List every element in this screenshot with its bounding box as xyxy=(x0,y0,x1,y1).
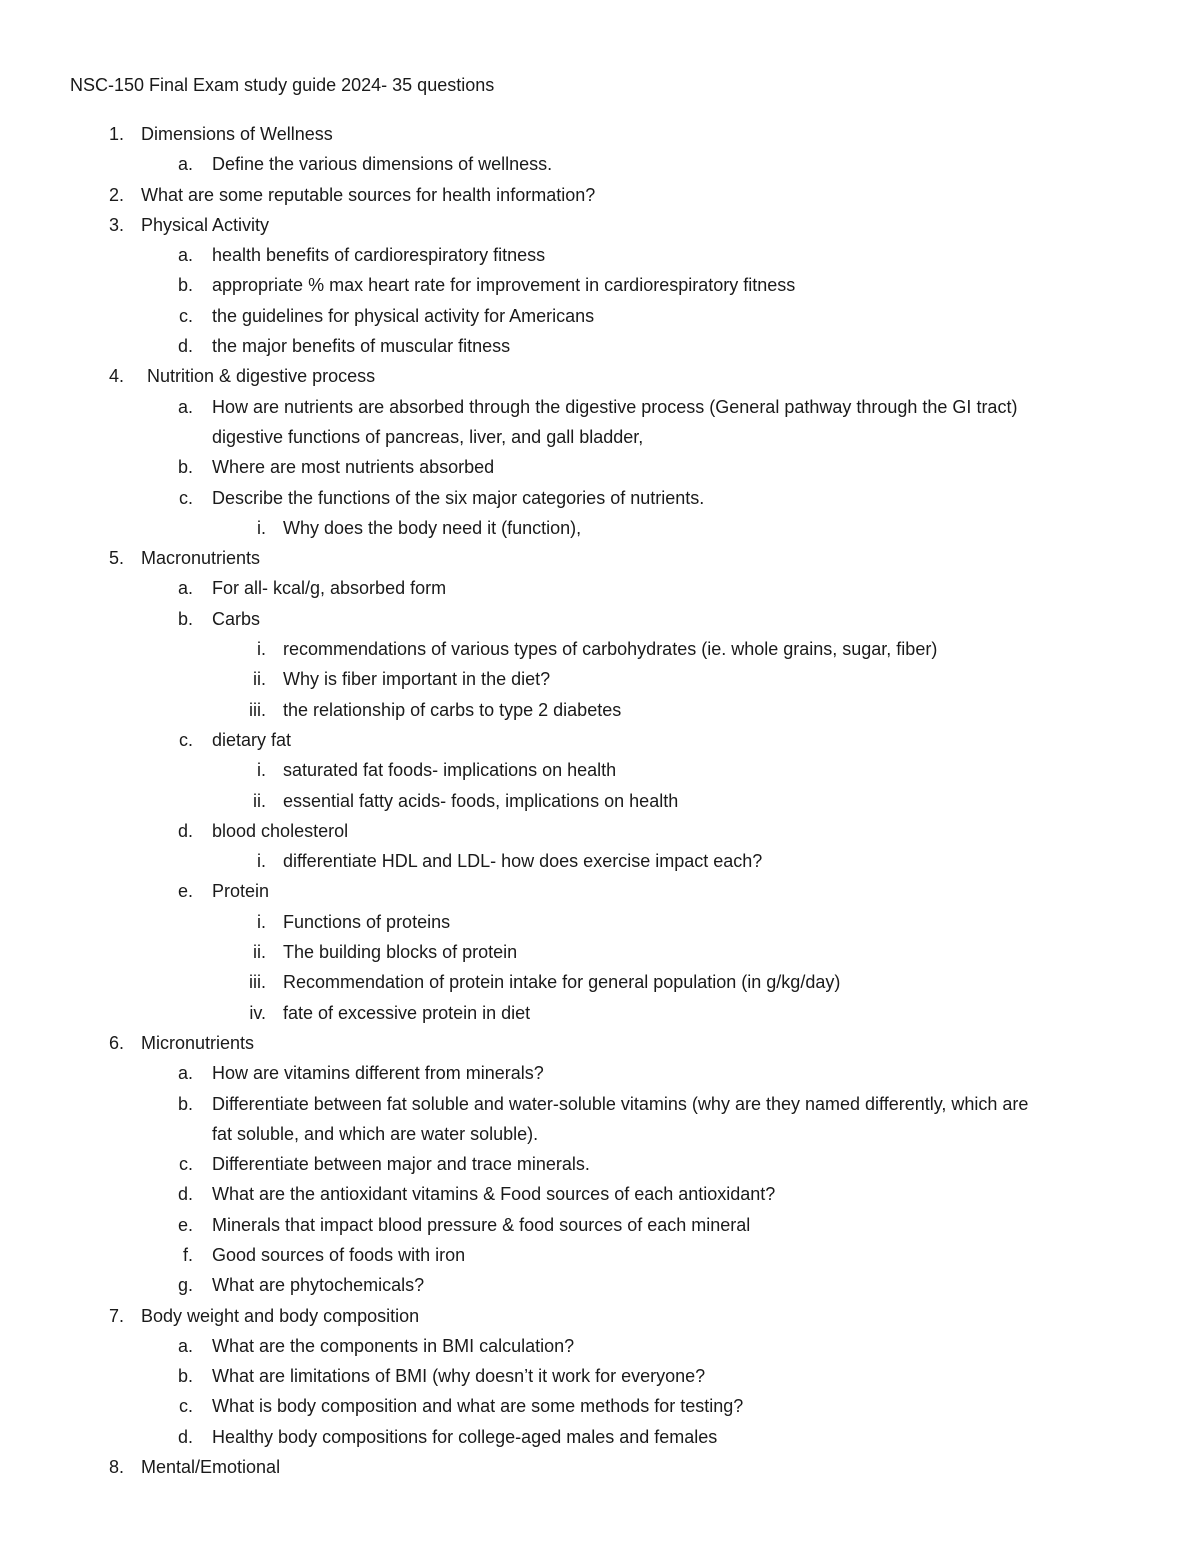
list-item xyxy=(0,1425,1200,1455)
list-item xyxy=(0,395,1200,425)
list-marker: g. xyxy=(177,1275,193,1296)
list-item xyxy=(0,1334,1200,1364)
list-item xyxy=(0,1304,1200,1334)
list-item xyxy=(0,122,1200,152)
list-item-text: Healthy body compositions for college-aged males and females xyxy=(212,1426,718,1447)
list-marker: a. xyxy=(177,578,193,599)
list-item-text: differentiate HDL and LDL- how does exercise impact each? xyxy=(283,851,763,872)
list-marker: ii. xyxy=(253,790,266,811)
list-item xyxy=(0,1152,1200,1182)
list-item xyxy=(0,213,1200,243)
list-marker: d. xyxy=(177,1184,193,1205)
list-item xyxy=(0,1213,1200,1243)
list-item-text: recommendations of various types of carbohydrates (ie. whole grains, sugar, fiber) xyxy=(283,639,938,660)
list-item-text: What are limitations of BMI (why doesn’t it work for everyone? xyxy=(212,1366,706,1387)
list-marker: 1. xyxy=(108,124,124,144)
list-item-continuation xyxy=(0,425,1200,455)
list-item xyxy=(0,486,1200,516)
list-item-text: Mental/Emotional xyxy=(141,1457,281,1478)
list-marker: d. xyxy=(177,336,193,357)
list-item xyxy=(0,1092,1200,1122)
list-item-text: saturated fat foods- implications on health xyxy=(283,760,617,781)
list-item-text: Why does the body need it (function), xyxy=(283,517,582,538)
list-marker: i. xyxy=(257,760,266,781)
list-item-text: Body weight and body composition xyxy=(141,1305,420,1326)
list-item-text: How are nutrients are absorbed through the digestive process (General pathway through the GI tract) xyxy=(212,396,1018,417)
list-marker: i. xyxy=(257,851,266,872)
list-item xyxy=(0,698,1200,728)
list-marker: b. xyxy=(177,1366,193,1387)
list-marker: b. xyxy=(177,608,193,629)
list-item xyxy=(0,789,1200,819)
list-item xyxy=(0,637,1200,667)
list-item xyxy=(0,819,1200,849)
list-item-text: What are the components in BMI calculation? xyxy=(212,1335,575,1356)
list-item xyxy=(0,1273,1200,1303)
list-item-text: Define the various dimensions of wellness. xyxy=(212,154,553,175)
list-item-text: fate of excessive protein in diet xyxy=(283,1002,531,1023)
list-item xyxy=(0,516,1200,546)
list-marker: a. xyxy=(177,154,193,175)
list-item xyxy=(0,1455,1200,1485)
list-item-text: fat soluble, and which are water soluble). xyxy=(212,1123,539,1144)
list-item-text: What are some reputable sources for health information? xyxy=(141,184,596,205)
list-item xyxy=(0,1394,1200,1424)
list-item-text: The building blocks of protein xyxy=(283,942,518,963)
list-marker: f. xyxy=(182,1244,193,1265)
list-item-text: Dimensions of Wellness xyxy=(141,124,333,144)
list-item xyxy=(0,304,1200,334)
list-marker: i. xyxy=(257,517,266,538)
list-item xyxy=(0,546,1200,576)
list-marker: 4. xyxy=(108,366,124,387)
list-marker: a. xyxy=(177,396,193,417)
list-marker: b. xyxy=(177,275,193,296)
list-marker: iii. xyxy=(249,972,266,993)
list-item-text: Minerals that impact blood pressure & food sources of each mineral xyxy=(212,1214,751,1235)
list-item xyxy=(0,970,1200,1000)
list-marker: a. xyxy=(177,245,193,266)
list-item-text: Macronutrients xyxy=(141,548,261,569)
list-item-text: dietary fat xyxy=(212,729,292,750)
list-item xyxy=(0,879,1200,909)
list-item-text: Differentiate between fat soluble and water-soluble vitamins (why are they named differently, which are xyxy=(212,1093,1029,1114)
list-item-continuation xyxy=(0,1122,1200,1152)
list-item-text: Differentiate between major and trace minerals. xyxy=(212,1154,590,1175)
list-item-text: the major benefits of muscular fitness xyxy=(212,336,511,357)
list-item xyxy=(0,667,1200,697)
list-marker: 2. xyxy=(108,184,124,205)
list-marker: ii. xyxy=(253,942,266,963)
list-marker: 5. xyxy=(108,548,124,569)
list-item-text: Recommendation of protein intake for general population (in g/kg/day) xyxy=(283,972,841,993)
list-item xyxy=(0,243,1200,273)
list-marker: c. xyxy=(178,1154,193,1175)
list-item xyxy=(0,364,1200,394)
list-item xyxy=(0,910,1200,940)
list-item xyxy=(0,334,1200,364)
list-marker: c. xyxy=(178,305,193,326)
document-title: NSC-150 Final Exam study guide 2024- 35 questions xyxy=(70,75,495,95)
list-marker: 8. xyxy=(108,1457,124,1478)
list-item-text: the guidelines for physical activity for Americans xyxy=(212,305,595,326)
list-item xyxy=(0,183,1200,213)
list-item-text: Physical Activity xyxy=(141,214,270,235)
list-item xyxy=(0,273,1200,303)
list-item-text: Why is fiber important in the diet? xyxy=(283,669,551,690)
list-marker: b. xyxy=(177,1093,193,1114)
list-marker: a. xyxy=(177,1063,193,1084)
list-item-text: What are phytochemicals? xyxy=(212,1275,425,1296)
list-item-text: essential fatty acids- foods, implications on health xyxy=(283,790,679,811)
list-marker: i. xyxy=(257,911,266,932)
list-item-text: blood cholesterol xyxy=(212,820,349,841)
list-item xyxy=(0,758,1200,788)
list-item xyxy=(0,607,1200,637)
list-marker: b. xyxy=(177,457,193,478)
list-marker: i. xyxy=(257,639,266,660)
list-marker: c. xyxy=(178,729,193,750)
list-item-text: What is body composition and what are some methods for testing? xyxy=(212,1396,744,1417)
list-item xyxy=(0,1061,1200,1091)
list-item-text: Protein xyxy=(212,881,270,902)
list-item xyxy=(0,849,1200,879)
outline-list xyxy=(0,122,1200,1485)
list-item-text: Good sources of foods with iron xyxy=(212,1244,466,1265)
list-marker: e. xyxy=(177,1214,193,1235)
list-item xyxy=(0,1182,1200,1212)
list-marker: e. xyxy=(177,881,193,902)
list-item-text: Carbs xyxy=(212,608,261,629)
list-marker: ii. xyxy=(253,669,266,690)
list-marker: c. xyxy=(178,1396,193,1417)
list-marker: c. xyxy=(178,487,193,508)
list-item-text: Nutrition & digestive process xyxy=(147,366,376,387)
list-marker: iv. xyxy=(249,1002,266,1023)
list-item xyxy=(0,576,1200,606)
list-marker: a. xyxy=(177,1335,193,1356)
list-marker: 3. xyxy=(108,214,124,235)
list-item-text: health benefits of cardiorespiratory fitness xyxy=(212,245,546,266)
list-item xyxy=(0,1031,1200,1061)
list-item xyxy=(0,1364,1200,1394)
list-item xyxy=(0,728,1200,758)
list-item-text: Describe the functions of the six major categories of nutrients. xyxy=(212,487,705,508)
list-item-text: What are the antioxidant vitamins & Food sources of each antioxidant? xyxy=(212,1184,776,1205)
list-item-text: How are vitamins different from minerals? xyxy=(212,1063,544,1084)
list-item xyxy=(0,940,1200,970)
list-item-text: appropriate % max heart rate for improvement in cardiorespiratory fitness xyxy=(212,275,796,296)
list-item xyxy=(0,152,1200,182)
list-item-text: digestive functions of pancreas, liver, and gall bladder, xyxy=(212,426,644,447)
list-marker: d. xyxy=(177,820,193,841)
list-item-text: For all- kcal/g, absorbed form xyxy=(212,578,447,599)
list-item-text: the relationship of carbs to type 2 diabetes xyxy=(283,699,622,720)
list-item xyxy=(0,1001,1200,1031)
list-item xyxy=(0,455,1200,485)
list-item-text: Micronutrients xyxy=(141,1032,255,1053)
list-item-text: Where are most nutrients absorbed xyxy=(212,457,495,478)
list-marker: 7. xyxy=(108,1305,124,1326)
list-item-text: Functions of proteins xyxy=(283,911,451,932)
list-marker: d. xyxy=(177,1426,193,1447)
list-marker: iii. xyxy=(249,699,266,720)
list-item xyxy=(0,1243,1200,1273)
list-marker: 6. xyxy=(108,1032,124,1053)
